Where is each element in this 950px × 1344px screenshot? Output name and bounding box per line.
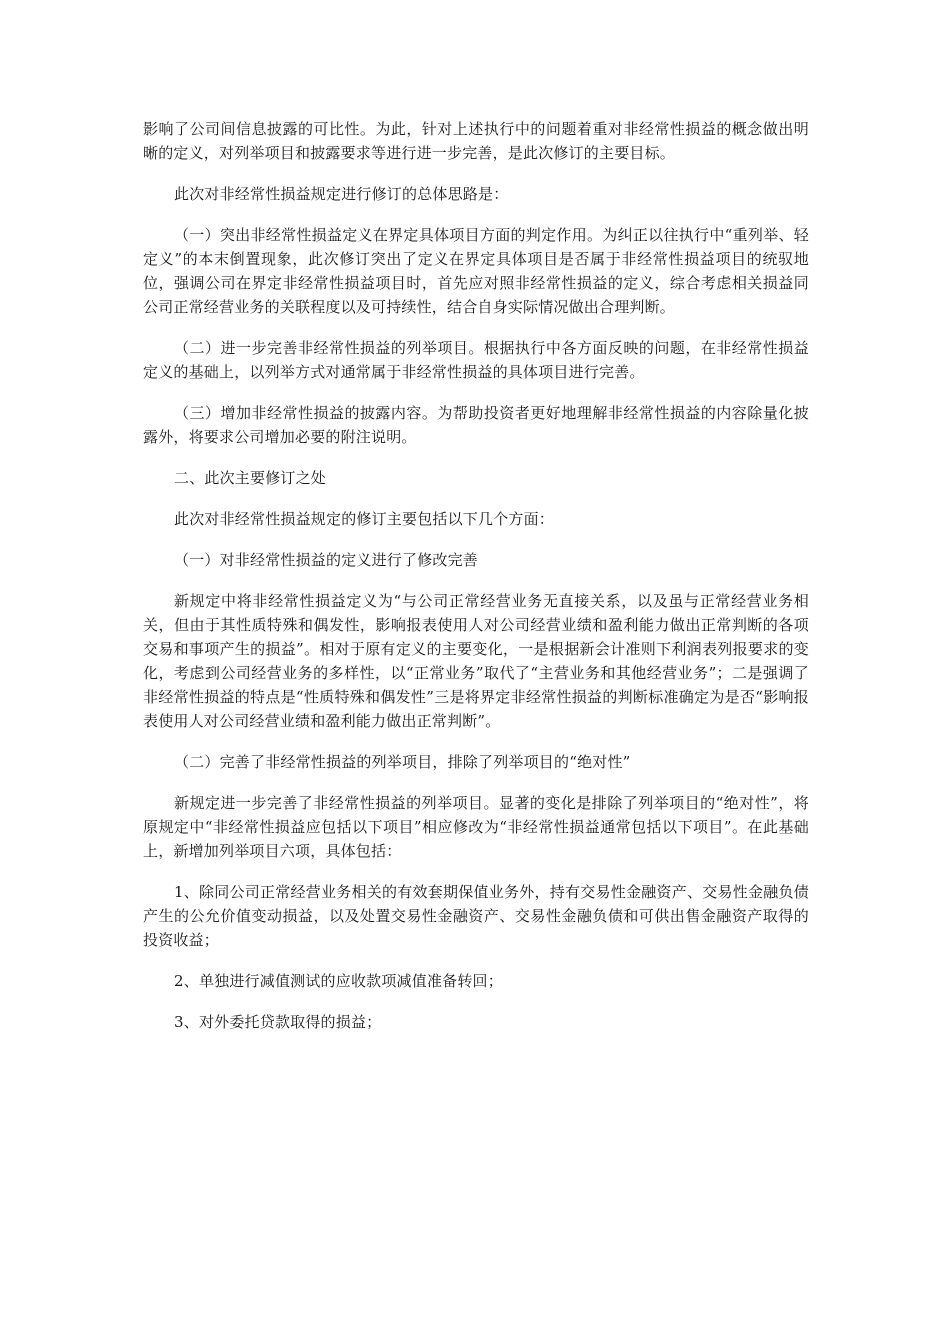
list-item-2: 2、单独进行减值测试的应收款项减值准备转回； (174, 972, 503, 990)
paragraph-continuation: 影响了公司间信息披露的可比性。为此，针对上述执行中的问题着重对非经常性损益的概念做出明晰的定义，对列举项目和披露要求等进行进一步完善，是此次修订的主要目标。 (143, 120, 809, 162)
paragraph-approach-2: （二）进一步完善非经常性损益的列举项目。根据执行中各方面反映的问题，在非经常性损益定义的基础上，以列举方式对通常属于非经常性损益的具体项目进行完善。 (143, 339, 809, 381)
document-page (143, 117, 809, 1051)
paragraph-revision-intro: 此次对非经常性损益规定的修订主要包括以下几个方面： (174, 510, 555, 528)
paragraph-overall-approach: 此次对非经常性损益规定进行修订的总体思路是： (174, 185, 509, 203)
subheading-listed-items: （二）完善了非经常性损益的列举项目，排除了列举项目的“绝对性” (174, 753, 631, 771)
subheading-definition: （一）对非经常性损益的定义进行了修改完善 (174, 551, 479, 569)
paragraph-listed-items: 新规定进一步完善了非经常性损益的列举项目。显著的变化是排除了列举项目的“绝对性”，将原规定中“非经常性损益应包括以下项目”相应修改为“非经常性损益通常包括以下项目”。在此基础上，新增加列举项目六项，具体包括： (143, 794, 809, 860)
paragraph-approach-1: （一）突出非经常性损益定义在界定具体项目方面的判定作用。为纠正以往执行中“重列举、轻定义”的本末倒置现象，此次修订突出了定义在界定具体项目是否属于非经常性损益项目的统驭地位，强调公司在界定非经常性损益项目时，首先应对照非经常性损益的定义，综合考虑相关损益同公司正常经营业务的关联程度以及可持续性，结合自身实际情况做出合理判断。 (143, 226, 809, 316)
paragraph-approach-3: （三）增加非经常性损益的披露内容。为帮助投资者更好地理解非经常性损益的内容除量化披露外，将要求公司增加必要的附注说明。 (143, 404, 809, 446)
list-item-3: 3、对外委托贷款取得的损益； (174, 1013, 382, 1031)
section-heading-main-revisions: 二、此次主要修订之处 (174, 469, 327, 487)
paragraph-definition: 新规定中将非经常性损益定义为“与公司正常经营业务无直接关系，以及虽与正常经营业务相关，但由于其性质特殊和偶发性，影响报表使用人对公司经营业绩和盈利能力做出正常判断的各项交易和事项产生的损益”。相对于原有定义的主要变化，一是根据新会计准则下利润表列报要求的变化，考虑到公司经营业务的多样性，以“正常业务”取代了“主营业务和其他经营业务”；二是强调了非经常性损益的特点是“性质特殊和偶发性”三是将界定非经常性损益的判断标准确定为是否“影响报表使用人对公司经营业绩和盈利能力做出正常判断”。 (143, 592, 809, 730)
list-item-1: 1、除同公司正常经营业务相关的有效套期保值业务外，持有交易性金融资产、交易性金融负债产生的公允价值变动损益，以及处置交易性金融资产、交易性金融负债和可供出售金融资产取得的投资收益； (143, 883, 809, 949)
